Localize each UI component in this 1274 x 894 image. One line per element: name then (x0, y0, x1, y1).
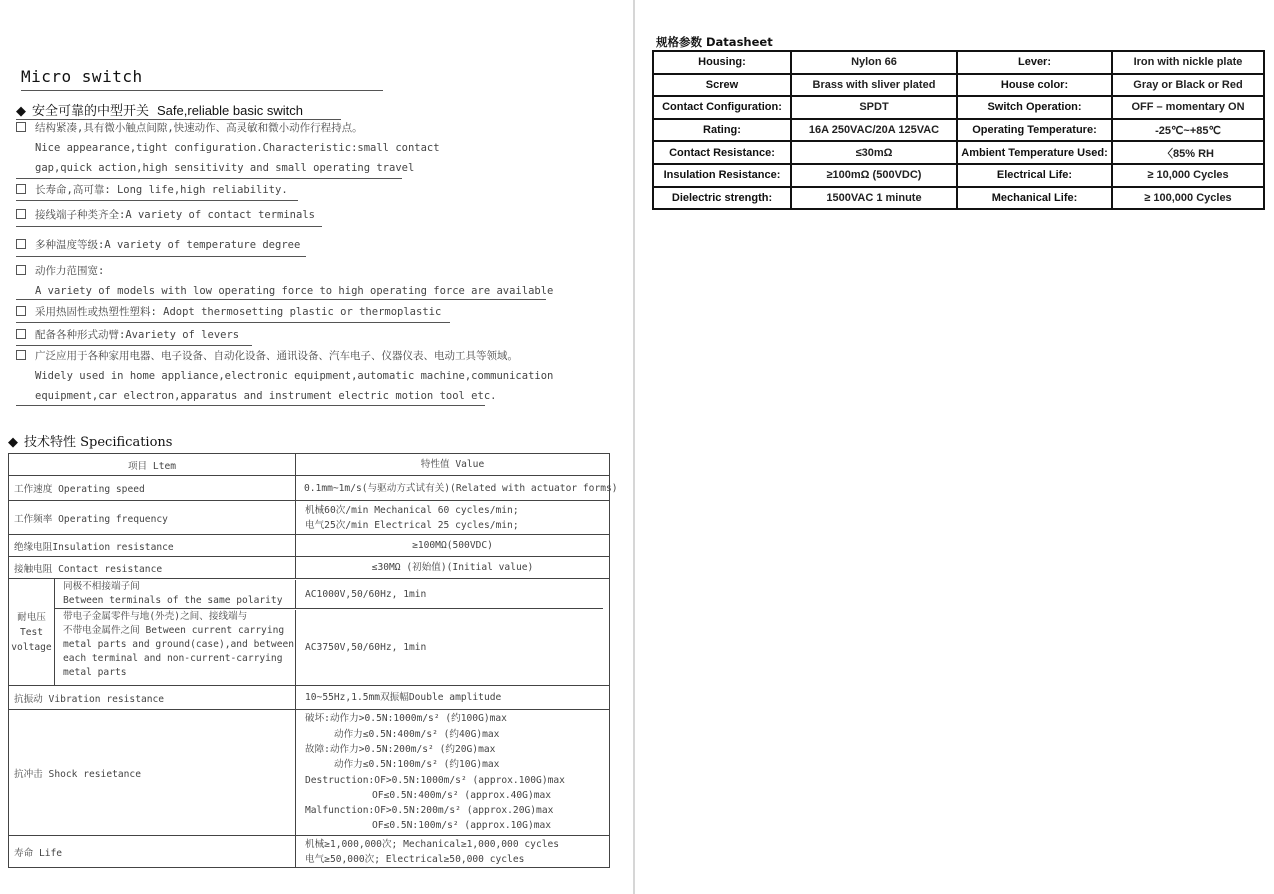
header-item: 项目 Ltem (9, 454, 296, 475)
feature-item: 长寿命,高可靠: Long life,high reliability. (16, 180, 288, 200)
table-row: 寿命 Life 机械≥1,000,000次; Mechanical≥1,000,000 cycles 电气≥50,000次; Electrical≥50,000 cycles (9, 836, 609, 867)
feature-item: 配备各种形式动臂:Avariety of levers (16, 325, 239, 345)
table-row: 抗冲击 Shock resietance 破坏:动作力>0.5N:1000m/s² (约100G)max 动作力≤0.5N:400m/s² (约40G)max 故障:动作力>0.5N:200m/s² (约20G)max 动作力≤0.5N:100m/s² (约10G)max Destruction:OF>0.5N:1000m/s² (approx.100G)max OF≤0.5N:400m/s² (approx.40G)max Malfunction:OF>0.5N:200m/s² (approx.20G)max OF≤0.5N:100m/s² (approx.10G)max (9, 710, 609, 836)
table-header-row (9, 454, 609, 476)
datasheet-row: Dielectric strength: 1500VAC 1 minute Mechanical Life: ≥ 100,000 Cycles (653, 187, 1264, 210)
datasheet-row: Insulation Resistance: ≥100mΩ (500VDC) Electrical Life: ≥ 10,000 Cycles (653, 164, 1264, 187)
datasheet-row: Screw Brass with sliver plated House color: Gray or Black or Red (653, 74, 1264, 97)
section-heading-en: Safe,reliable basic switch (157, 103, 303, 118)
page-divider (633, 0, 635, 894)
feature-underline (16, 200, 298, 201)
feature-item: 动作力范围宽: A variety of models with low operating force to high operating force are available (16, 261, 553, 301)
title-underline (21, 90, 383, 91)
section-heading (16, 100, 303, 119)
table-row-test-voltage: 耐电压 Test voltage 同极不相接端子间 Between terminals of the same polarity AC1000V,50/60Hz, 1min 带电子金属零件与地(外壳)之间、接线端与 不带电金属件之间 Between current carrying metal parts and ground(case),and between each terminal and non-current-carrying metal parts AC3750V,50/60Hz, 1min (9, 579, 609, 686)
feature-item: 采用热固性或热塑性塑料: Adopt thermosetting plastic or thermoplastic (16, 302, 441, 322)
feature-item: 广泛应用于各种家用电器、电子设备、自动化设备、通讯设备、汽车电子、仪器仪表、电动工具等领域。 Widely used in home appliance,electronic equipment,automatic machine,communication equipment,car electron,apparatus and instrument electric motion tool etc. (16, 346, 553, 406)
checkbox-icon (16, 239, 26, 249)
checkbox-icon (16, 329, 26, 339)
feature-underline (16, 178, 402, 179)
checkbox-icon (16, 265, 26, 275)
feature-underline (16, 322, 450, 323)
datasheet-row: Contact Resistance: ≤30mΩ Ambient Temperature Used: 〈85% RH (653, 141, 1264, 164)
table-row: 接触电阻 Contact resistance ≤30MΩ (初始值)(Initial value) (9, 557, 609, 579)
table-row: 抗振动 Vibration resistance 10~55Hz,1.5mm双振幅Double amplitude (9, 686, 609, 710)
specifications-table (8, 453, 618, 868)
checkbox-icon (16, 350, 26, 360)
feature-item: 多种温度等级:A variety of temperature degree (16, 235, 300, 255)
table-row: 工作速度 Operating speed 0.1mm~1m/s(与驱动方式试有关)(Related with actuator forms) (9, 476, 609, 501)
feature-underline (16, 405, 485, 406)
feature-item: 接线端子种类齐全:A variety of contact terminals (16, 205, 315, 225)
checkbox-icon (16, 122, 26, 132)
datasheet-title: 规格参数 Datasheet (656, 35, 773, 49)
feature-item: 结构紧凑,具有微小触点间隙,快速动作、高灵敏和微小动作行程持点。 Nice appearance,tight configuration.Characteristic:small contact gap,quick action,high sensitivity and small operating travel (16, 118, 440, 178)
checkbox-icon (16, 209, 26, 219)
datasheet-table (652, 50, 1265, 210)
table-row: 绝缘电阻Insulation resistance ≥100MΩ(500VDC) (9, 535, 609, 557)
feature-underline (16, 226, 322, 227)
checkbox-icon (16, 306, 26, 316)
table-row: 工作频率 Operating frequency 机械60次/min Mechanical 60 cycles/min; 电气25次/min Electrical 25 cycles/min; (9, 501, 609, 535)
feature-underline (16, 256, 306, 257)
diamond-bullet-icon: ◆ (16, 104, 26, 119)
datasheet-row: Contact Configuration: SPDT Switch Operation: OFF – momentary ON (653, 96, 1264, 119)
page-title: Micro switch (21, 67, 143, 86)
diamond-bullet-icon: ◆ (8, 435, 18, 450)
datasheet-row: Rating: 16A 250VAC/20A 125VAC Operating Temperature: -25℃~+85℃ (653, 119, 1264, 142)
datasheet-row: Housing: Nylon 66 Lever: Iron with nickle plate (653, 51, 1264, 74)
specifications-heading: ◆ 技术特性 Specifications (8, 435, 173, 450)
checkbox-icon (16, 184, 26, 194)
section-heading-cn: 安全可靠的中型开关 (32, 104, 150, 119)
header-value: 特性值 Value (420, 459, 485, 470)
feature-underline (16, 299, 546, 300)
